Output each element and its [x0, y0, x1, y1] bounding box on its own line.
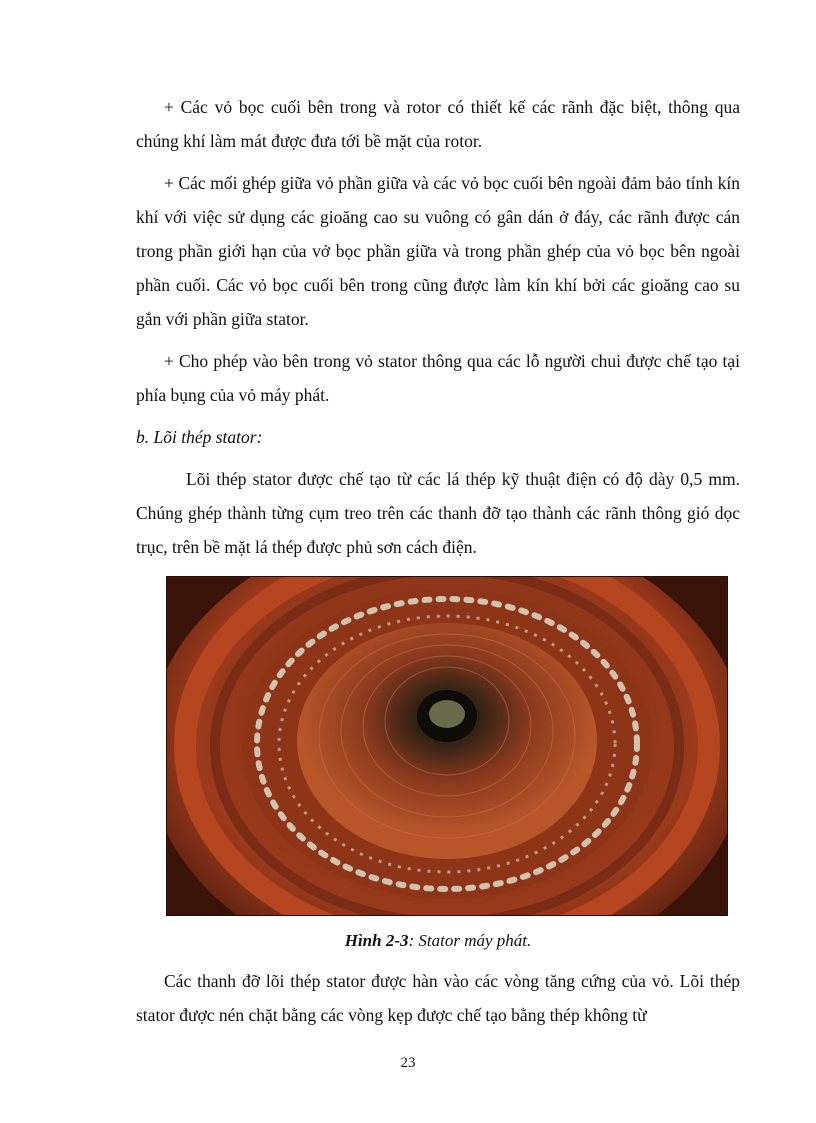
- paragraph-core-supports: Các thanh đỡ lõi thép stator được hàn vào các vòng tăng cứng của vỏ. Lõi thép stator được nén chặt bằng các vòng kẹp được chế tạo bằng thép không từ: [136, 971, 740, 1025]
- paragraph-end-covers: + Các vỏ bọc cuối bên trong và rotor có thiết kế các rãnh đặc biệt, thông qua chúng khí làm mát được đưa tới bề mặt của rotor.: [136, 97, 740, 151]
- figure-caption-label: Hình 2-3: [344, 931, 409, 950]
- paragraph-core-laminations: Lõi thép stator được chế tạo từ các lá thép kỹ thuật điện có độ dày 0,5 mm. Chúng ghép thành từng cụm treo trên các thanh đỡ tạo thành các rãnh thông gió dọc trục, trên bề mặt lá thép được phủ sơn cách điện.: [136, 469, 740, 557]
- page-content: [136, 90, 740, 1040]
- figure-caption: [136, 924, 740, 958]
- section-heading-stator-core: b. Lõi thép stator:: [136, 427, 263, 447]
- paragraph-manholes: + Cho phép vào bên trong vỏ stator thông qua các lỗ người chui được chế tạo tại phía bụng của vỏ máy phát.: [136, 351, 740, 405]
- paragraph-joints: + Các mối ghép giữa vỏ phần giữa và các vỏ bọc cuối bên ngoài đảm bảo tính kín khí với việc sử dụng các gioăng cao su vuông có gân dán ở đáy, các rãnh được cán trong phần giới hạn của vở bọc phần giữa và trong phần ghép của vỏ bọc bên ngoài phần cuối. Các vỏ bọc cuối bên trong cũng được làm kín khí bởi các gioăng cao su gắn với phần giữa stator.: [136, 173, 740, 329]
- page-number: 23: [400, 1055, 416, 1071]
- stator-photo: [166, 576, 728, 916]
- figure-caption-text: : Stator máy phát.: [408, 931, 532, 950]
